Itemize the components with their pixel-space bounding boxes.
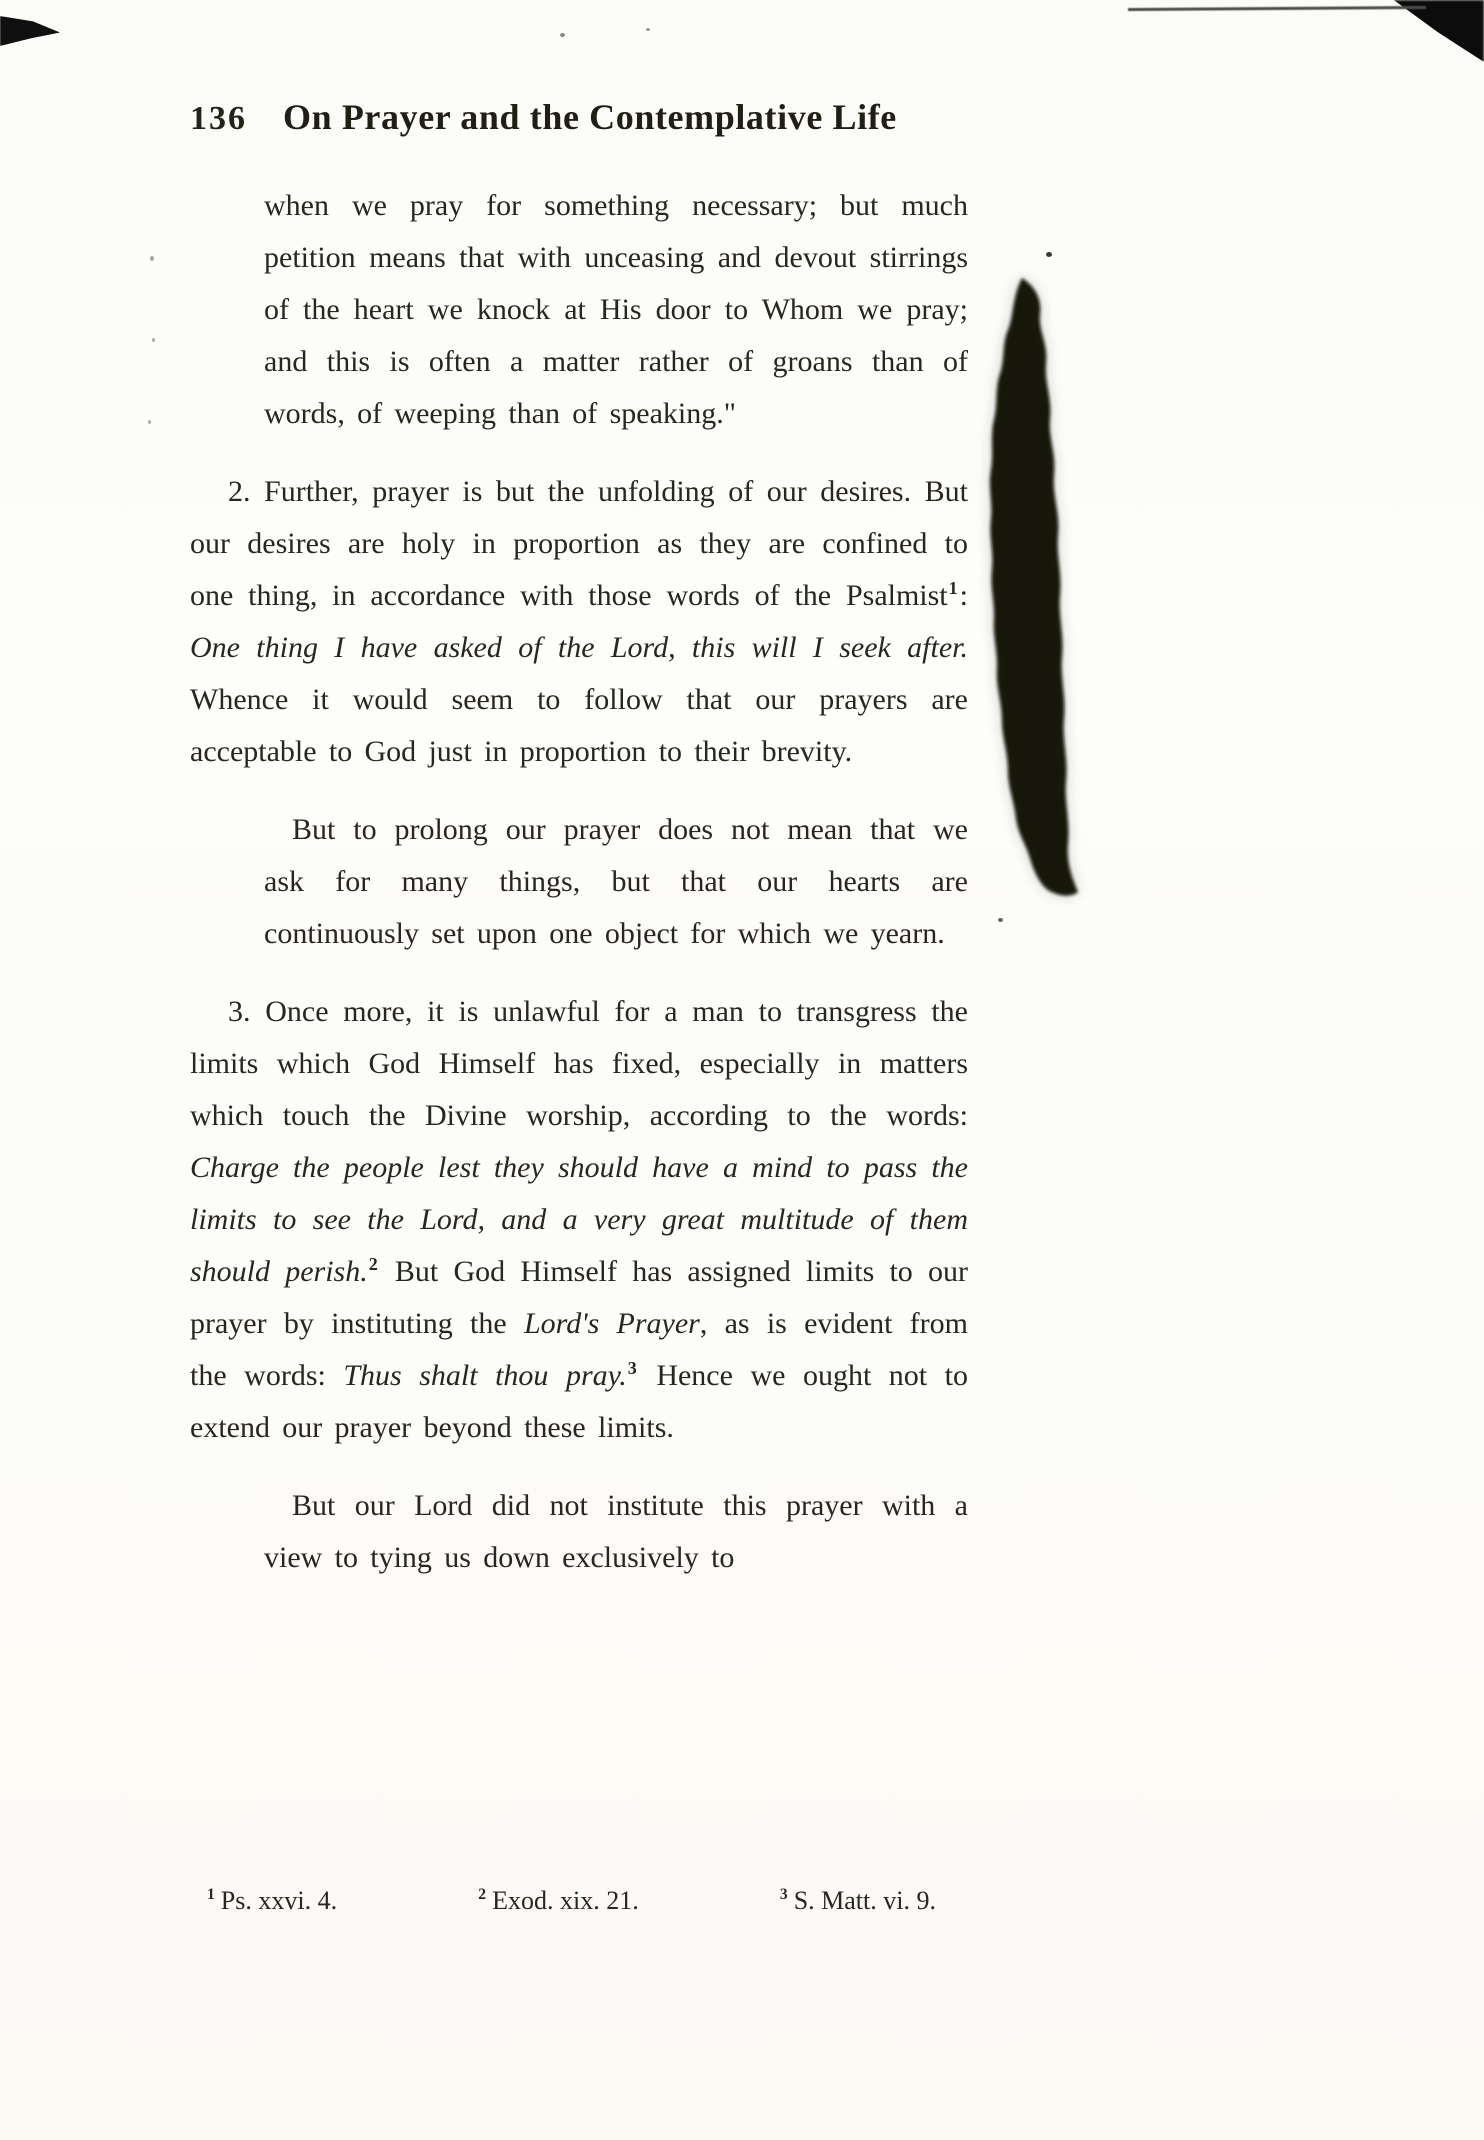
page-header: [190, 96, 968, 138]
footnote-1: [206, 1886, 337, 1916]
dust-speck-artifact: [646, 28, 650, 31]
footnote-1-marker: 1: [207, 1886, 215, 1904]
text-column: [190, 96, 968, 1610]
blockquote-our-lord: But our Lord did not institute this prayer with a view to tying us down exclusively to: [264, 1489, 968, 1574]
footnote-2: [477, 1886, 638, 1916]
paragraph-3: 3. Once more, it is unlawful for a man to transgress the limits which God Himself has fixed, especially in matters which touch the Divine worship, according to the words: Charge the people lest they should have a mind to pass the limits to see the Lord, and a very great multitude of them should perish.$^2$ But God Himself has assigned limits to our prayer by instituting the Lord's Prayer, as is evident from the words: Thus shalt thou pray.$^3$ Hence we ought not to extend our prayer beyond these limits.: [190, 995, 968, 1444]
footnote-2-text: Exod. xix. 21.: [492, 1886, 639, 1915]
page-title: On Prayer and the Contemplative Life: [283, 97, 897, 137]
dust-speck-artifact: [148, 420, 151, 424]
footnote-1-text: Ps. xxvi. 4.: [220, 1886, 338, 1915]
top-left-ink-stroke-artifact: [0, 16, 60, 46]
dust-speck-artifact: [150, 256, 154, 261]
footnotes-row: [206, 1886, 936, 1916]
footnote-2-marker: 2: [478, 1886, 487, 1904]
blockquote-continuation: when we pray for something necessary; but much petition means that with unceasing and devout stirrings of the heart we knock at His door to Whom we pray; and this is often a matter rather of groans than of words, of weeping than of speaking.": [264, 189, 968, 430]
blockquote-prolong-prayer: But to prolong our prayer does not mean that we ask for many things, but that our hearts are continuously set upon one object for which we yearn.: [264, 813, 968, 950]
top-scan-line-artifact: [1128, 6, 1426, 11]
paragraph-2: 2. Further, prayer is but the unfolding of our desires. But our desires are holy in proportion as they are confined to one thing, in accordance with those words of the Psalmist$^1$: One thing I have asked of the Lord, this will I seek after. Whence it would seem to follow that our prayers are acceptable to God just in proportion to their brevity.: [190, 475, 968, 768]
ink-smudge-artifact: [990, 278, 1078, 896]
dust-speck-artifact: [560, 33, 565, 37]
dust-speck-artifact: [152, 338, 155, 342]
page-number: 136: [190, 100, 247, 137]
footnote-3-marker: 3: [779, 1886, 788, 1904]
dust-speck-artifact: [998, 918, 1003, 922]
top-right-corner-shadow-artifact: [1388, 0, 1484, 62]
dust-speck-artifact: [1046, 252, 1052, 257]
footnote-3: [779, 1886, 936, 1916]
footnote-3-text: S. Matt. vi. 9.: [793, 1886, 936, 1915]
ink-smudge-halo-artifact: [990, 278, 1078, 896]
